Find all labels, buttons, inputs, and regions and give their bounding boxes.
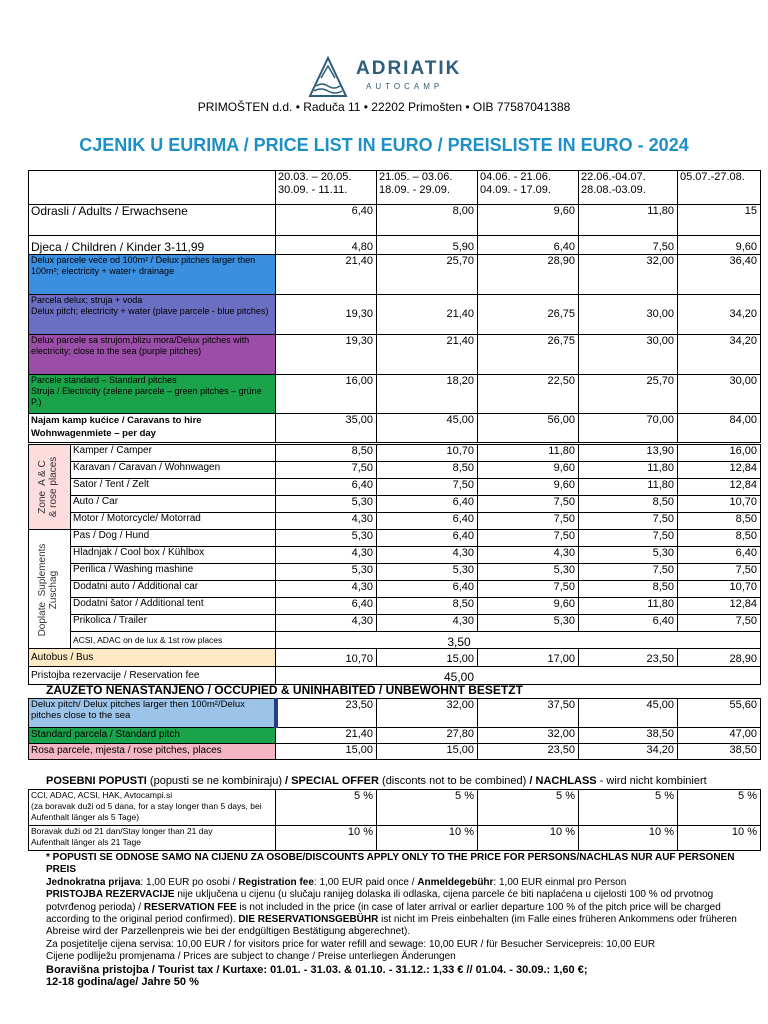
- price-cell: 6,40: [377, 513, 478, 530]
- price-cell: 19,30: [276, 295, 377, 335]
- table-row: [29, 581, 761, 598]
- price-cell: 21,40: [276, 728, 377, 744]
- price-cell: 17,00: [478, 649, 579, 667]
- note-registration: Jednokratna prijava: 1,00 EUR po osobi / Registration fee: 1,00 EUR paid once / Anmeldegebühr: 1,00 EUR einmal pro Person: [46, 876, 627, 888]
- bus-label: Autobus / Bus: [29, 649, 276, 667]
- price-cell: 25,70: [377, 255, 478, 295]
- price-cell: 9,60: [678, 236, 761, 255]
- discount-cell: 10 %: [678, 826, 761, 851]
- price-cell: 36,40: [678, 255, 761, 295]
- price-cell: 21,40: [377, 335, 478, 375]
- table-row: [29, 205, 761, 236]
- row-label: Perilica / Washing mashine: [71, 564, 276, 581]
- note-visitors: Za posjetitelje cijena servisa: 10,00 EUR / for visitors price for water refill and sewage: 10,00 EUR / für Besucher Servicepreis: 10,00 EUR: [46, 938, 656, 950]
- price-cell: 30,00: [678, 375, 761, 414]
- price-cell: 6,40: [377, 581, 478, 598]
- price-cell: 4,30: [377, 615, 478, 632]
- price-cell: 10,70: [276, 649, 377, 667]
- price-cell: 25,70: [579, 375, 678, 414]
- price-cell: 34,20: [678, 295, 761, 335]
- row-label: Odrasli / Adults / Erwachsene: [29, 205, 276, 236]
- mountain-logo-icon: [308, 52, 348, 98]
- row-label: Auto / Car: [71, 496, 276, 513]
- price-cell: 23,50: [276, 699, 377, 728]
- price-cell: 9,60: [478, 598, 579, 615]
- row-label-delux-blue: Parcela delux; struja + voda Delux pitch; electricity + water (plave parcele - blue pitches): [29, 295, 276, 335]
- row-label: Standard parcela / Standard pitch: [29, 728, 276, 744]
- zone-label: Zone A & C & rose places: [37, 456, 59, 518]
- acsi-value: 3,50: [276, 632, 761, 649]
- price-cell: 8,00: [377, 205, 478, 236]
- table-row: [29, 335, 761, 375]
- table-row: [29, 295, 761, 335]
- price-cell: 38,50: [579, 728, 678, 744]
- occupied-heading: ZAUZETO NENASTANJENO / OCCUPIED & UNINHABITED / UNBEWOHNT BESETZT: [46, 683, 523, 697]
- price-cell: 15,00: [377, 649, 478, 667]
- logo: [300, 52, 476, 100]
- price-cell: 6,40: [276, 205, 377, 236]
- price-cell: 12,84: [678, 598, 761, 615]
- price-cell: 6,40: [377, 496, 478, 513]
- price-cell: 28,90: [678, 649, 761, 667]
- price-cell: 21,40: [276, 255, 377, 295]
- price-cell: 7,50: [579, 513, 678, 530]
- table-row: [29, 649, 761, 667]
- price-cell: 5,30: [579, 547, 678, 564]
- price-cell: 37,50: [478, 699, 579, 728]
- table-row: [29, 615, 761, 632]
- row-label: Dodatni auto / Additional car: [71, 581, 276, 598]
- discount-cell: 5 %: [377, 790, 478, 826]
- table-row: [29, 496, 761, 513]
- row-label: Djeca / Children / Kinder 3-11,99: [29, 236, 276, 255]
- table-row: [29, 414, 761, 443]
- price-cell: 7,50: [579, 564, 678, 581]
- price-cell: 35,00: [276, 414, 377, 443]
- price-cell: 8,50: [678, 530, 761, 547]
- price-cell: 6,40: [579, 615, 678, 632]
- period-header: 04.06. - 21.06. 04.09. - 17.09.: [478, 171, 579, 205]
- price-cell: 7,50: [478, 581, 579, 598]
- price-cell: 6,40: [276, 479, 377, 496]
- table-row: [29, 564, 761, 581]
- discount-cell: 5 %: [276, 790, 377, 826]
- price-cell: 28,90: [478, 255, 579, 295]
- logo-name: ADRIATIK: [356, 58, 462, 79]
- table-row: [29, 445, 761, 462]
- discount-cell: 5 %: [478, 790, 579, 826]
- row-label: Kamper / Camper: [71, 445, 276, 462]
- row-label: Šator / Tent / Zelt: [71, 479, 276, 496]
- price-cell: 34,20: [579, 744, 678, 760]
- table-row: [29, 255, 761, 295]
- discount-cell: 10 %: [579, 826, 678, 851]
- price-cell: 4,30: [478, 547, 579, 564]
- price-cell: 4,30: [276, 615, 377, 632]
- price-cell: 8,50: [579, 581, 678, 598]
- supplement-label-cell: [29, 530, 71, 649]
- period-header: 21.05. – 03.06. 18.09. - 29.09.: [377, 171, 478, 205]
- price-cell: 38,50: [678, 744, 761, 760]
- price-cell: 12,84: [678, 479, 761, 496]
- table-row: [29, 547, 761, 564]
- table-row: [29, 375, 761, 414]
- row-label-standard: Parcele standard – Standard pitches Struja / Electricity (zelene parcele – green pitches – grüne P.): [29, 375, 276, 414]
- page-title: CJENIK U EURIMA / PRICE LIST IN EURO / PREISLISTE IN EURO - 2024: [79, 135, 689, 155]
- price-cell: 10,70: [678, 496, 761, 513]
- discount-cell: 10 %: [377, 826, 478, 851]
- price-cell: 84,00: [678, 414, 761, 443]
- price-cell: 7,50: [579, 236, 678, 255]
- price-cell: 5,90: [377, 236, 478, 255]
- price-cell: 12,84: [678, 462, 761, 479]
- note-discounts: * POPUSTI SE ODNOSE SAMO NA CIJENU ZA OSOBE/DISCOUNTS APPLY ONLY TO THE PRICE FOR PERSONS/NACHLAS NUR AUF PERSONEN PREIS: [46, 852, 735, 876]
- table-row: [29, 728, 761, 744]
- price-cell: 5,30: [478, 564, 579, 581]
- price-cell: 5,30: [478, 615, 579, 632]
- row-label: Dodatni šator / Additional tent: [71, 598, 276, 615]
- reservation-label: Pristojba rezervacije / Reservation fee: [29, 667, 276, 685]
- price-cell: 9,60: [478, 462, 579, 479]
- price-cell: 23,50: [478, 744, 579, 760]
- price-cell: 22,50: [478, 375, 579, 414]
- price-cell: 56,00: [478, 414, 579, 443]
- price-cell: 16,00: [276, 375, 377, 414]
- table-row: [29, 479, 761, 496]
- price-cell: 32,00: [579, 255, 678, 295]
- price-cell: 4,30: [276, 581, 377, 598]
- row-label: Prikolica / Trailer: [71, 615, 276, 632]
- price-cell: 18,20: [377, 375, 478, 414]
- acsi-label: ACSI, ADAC on de lux & 1st row places: [71, 632, 276, 649]
- price-cell: 11,80: [579, 462, 678, 479]
- price-cell: 10,70: [377, 445, 478, 462]
- discount-cell: 10 %: [478, 826, 579, 851]
- price-cell: 11,80: [579, 479, 678, 496]
- logo-subtitle: AUTOCAMP: [366, 82, 444, 91]
- price-cell: 15: [678, 205, 761, 236]
- period-header: 05.07.-27.08.: [678, 171, 761, 205]
- price-cell: 19,30: [276, 335, 377, 375]
- price-cell: 5,30: [276, 564, 377, 581]
- price-cell: 6,40: [276, 598, 377, 615]
- note-tourist-tax: Boravišna pristojba / Tourist tax / Kurtaxe: 01.01. - 31.03. & 01.10. - 31.12.: 1,33 € // 01.04. - 30.09.: 1,60 €;: [46, 963, 588, 976]
- price-cell: 16,00: [678, 445, 761, 462]
- price-cell: 6,40: [478, 236, 579, 255]
- price-cell: 8,50: [377, 462, 478, 479]
- price-cell: 7,50: [478, 496, 579, 513]
- zone-supplement-table: [28, 444, 761, 685]
- row-label-delux-purple: Delux parcele sa strujom,blizu mora/Delux pitches with electricity; close to the sea (purple pitches): [29, 335, 276, 375]
- supplement-label: Doplate Suplements Zuschag: [37, 543, 59, 637]
- price-cell: 26,75: [478, 335, 579, 375]
- header-empty-cell: [29, 171, 276, 205]
- row-label: Hladnjak / Cool box / Kühlbox: [71, 547, 276, 564]
- table-row: [29, 598, 761, 615]
- price-cell: 8,50: [377, 598, 478, 615]
- price-cell: 34,20: [678, 335, 761, 375]
- price-cell: 13,90: [579, 445, 678, 462]
- table-row: [29, 667, 761, 685]
- discount-cell: 5 %: [579, 790, 678, 826]
- row-label: Pas / Dog / Hund: [71, 530, 276, 547]
- price-cell: 45,00: [377, 414, 478, 443]
- price-cell: 15,00: [276, 744, 377, 760]
- price-cell: 8,50: [579, 496, 678, 513]
- row-label: CCI, ADAC, ACSI, HAK, Avtocampi.si (za boravak duži od 5 dana, for a stay longer than 5 days, bei Aufenthalt länger als 5 Tage): [29, 790, 276, 826]
- reservation-value: 45,00: [276, 667, 761, 685]
- price-cell: 70,00: [579, 414, 678, 443]
- price-cell: 55,60: [678, 699, 761, 728]
- row-label: Delux pitch/ Delux pitches larger then 100m²/Delux pitches close to the sea: [29, 699, 276, 728]
- price-cell: 30,00: [579, 335, 678, 375]
- price-cell: 15,00: [377, 744, 478, 760]
- row-label: Boravak duži od 21 dan/Stay longer than 21 day Aufenthalt länger als 21 Tage: [29, 826, 276, 851]
- price-cell: 23,50: [579, 649, 678, 667]
- price-cell: 45,00: [579, 699, 678, 728]
- table-row: [29, 826, 761, 851]
- row-label-caravans: Najam kamp kućice / Caravans to hire Wohnwagenmiete – per day: [29, 414, 276, 443]
- price-cell: 26,75: [478, 295, 579, 335]
- notes: [46, 852, 746, 988]
- price-cell: 4,80: [276, 236, 377, 255]
- price-cell: 6,40: [678, 547, 761, 564]
- price-cell: 8,50: [678, 513, 761, 530]
- price-cell: 21,40: [377, 295, 478, 335]
- price-cell: 30,00: [579, 295, 678, 335]
- price-cell: 9,60: [478, 479, 579, 496]
- occupied-table: [28, 698, 761, 760]
- price-cell: 7,50: [377, 479, 478, 496]
- price-cell: 7,50: [276, 462, 377, 479]
- price-cell: 4,30: [276, 513, 377, 530]
- price-cell: 7,50: [579, 530, 678, 547]
- period-header: 20.03. – 20.05. 30.09. - 11.11.: [276, 171, 377, 205]
- price-cell: 32,00: [377, 699, 478, 728]
- price-cell: 4,30: [377, 547, 478, 564]
- price-cell: 6,40: [377, 530, 478, 547]
- note-reservation: PRISTOJBA REZERVACIJE nije uključena u cijenu (u slučaju ranijeg dolaska ili odlaska, cijena parcele će biti naplaćena u cijelosti 100 % od prvotnog potvrđenog perioda) / RESERVATION FEE is not included in the price (in case of later arrival or earlier departure 100 % of the pitch price will be charged according to the original period confirmed). DIE RESERVATIONSGEBÜHR ist nicht im Preis einbehalten (im Falle eines früheren Ankommens oder früheren Abreise wird der Parzellenpreis wie bei der endgültigen Bestätigung abgerechnet).: [46, 889, 737, 938]
- price-cell: 10,70: [678, 581, 761, 598]
- price-cell: 5,30: [276, 496, 377, 513]
- note-age-discount: 12-18 godina/age/ Jahre 50 %: [46, 976, 199, 989]
- price-cell: 27,80: [377, 728, 478, 744]
- price-cell: 32,00: [478, 728, 579, 744]
- table-row: [29, 744, 761, 760]
- price-cell: 8,50: [276, 445, 377, 462]
- price-cell: 4,30: [276, 547, 377, 564]
- price-cell: 11,80: [579, 598, 678, 615]
- discounts-table: [28, 789, 761, 851]
- row-label: Motor / Motorcycle/ Motorrad: [71, 513, 276, 530]
- row-label: Karavan / Caravan / Wohnwagen: [71, 462, 276, 479]
- price-cell: 5,30: [377, 564, 478, 581]
- table-row: [29, 462, 761, 479]
- table-row: [29, 790, 761, 826]
- company-address: PRIMOŠTEN d.d. • Raduča 11 • 22202 Primošten • OIB 77587041388: [197, 100, 571, 114]
- table-row: [29, 513, 761, 530]
- price-cell: 7,50: [678, 615, 761, 632]
- period-header: 22.06.-04.07. 28.08.-03.09.: [579, 171, 678, 205]
- price-cell: 7,50: [678, 564, 761, 581]
- price-cell: 11,80: [478, 445, 579, 462]
- table-row: [29, 236, 761, 255]
- price-cell: 47,00: [678, 728, 761, 744]
- price-cell: 5,30: [276, 530, 377, 547]
- period-header-row: [29, 171, 761, 205]
- table-row: [29, 632, 761, 649]
- price-cell: 7,50: [478, 530, 579, 547]
- price-table: [28, 170, 761, 443]
- discounts-heading: POSEBNI POPUSTI (popusti se ne kombiniraju) / SPECIAL OFFER (disconts not to be combined) / NACHLASS - wird nicht kombiniert: [46, 775, 707, 787]
- note-prices-change: Cijene podliježu promjenama / Prices are subject to change / Preise unterliegen Änderungen: [46, 951, 456, 963]
- discount-cell: 10 %: [276, 826, 377, 851]
- zone-label-cell: [29, 445, 71, 530]
- price-cell: 9,60: [478, 205, 579, 236]
- row-label: Rosa parcele, mjesta / rose pitches, places: [29, 744, 276, 760]
- table-row: [29, 530, 761, 547]
- table-row: [29, 699, 761, 728]
- price-cell: 11,80: [579, 205, 678, 236]
- row-label-delux-large: Delux parcele veće od 100m² / Delux pitches larger then 100m²; electricity + water+ drainage: [29, 255, 276, 295]
- price-cell: 7,50: [478, 513, 579, 530]
- discount-cell: 5 %: [678, 790, 761, 826]
